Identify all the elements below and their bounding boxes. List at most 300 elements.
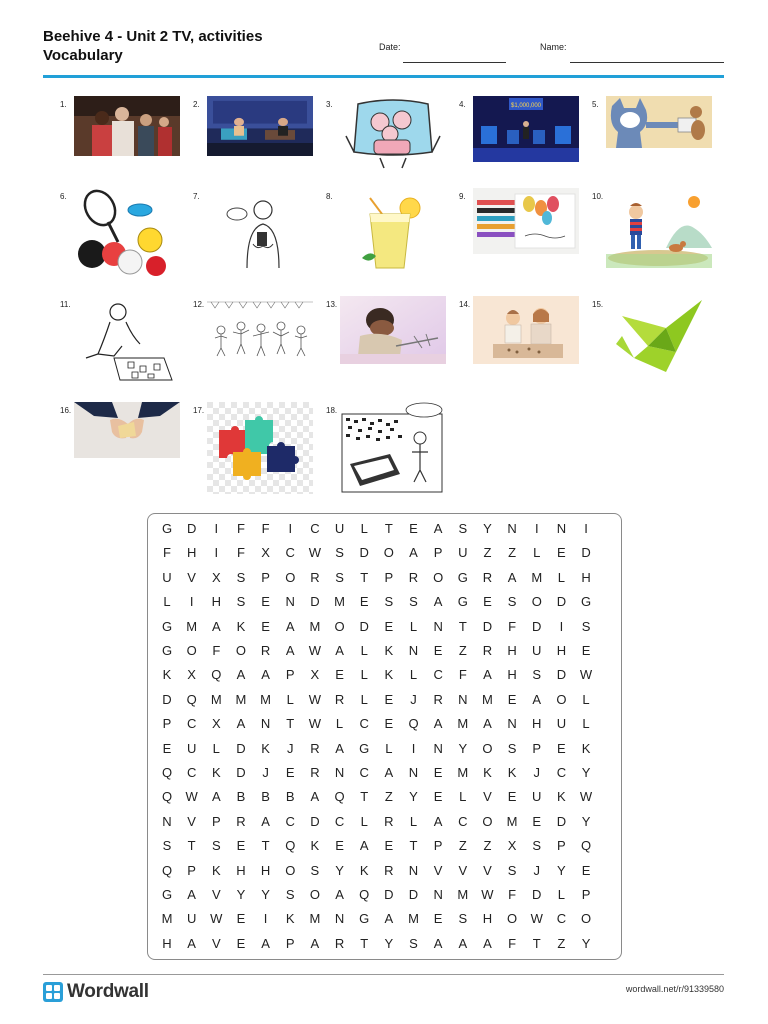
word-search-letter[interactable]: S <box>162 838 172 854</box>
word-search-letter[interactable]: E <box>581 862 591 878</box>
word-search-letter[interactable]: M <box>186 618 198 634</box>
word-search-letter[interactable]: Q <box>161 765 173 780</box>
word-search-letter[interactable]: A <box>507 569 517 585</box>
word-search-letter[interactable]: F <box>508 887 517 902</box>
word-search-letter[interactable]: Q <box>161 789 173 805</box>
word-search-letter[interactable]: C <box>186 716 197 732</box>
word-search-letter[interactable]: X <box>187 667 196 683</box>
word-search-letter[interactable]: K <box>261 740 270 756</box>
word-search-letter[interactable]: A <box>483 716 492 732</box>
word-search-letter[interactable]: E <box>557 545 566 561</box>
word-search-letter[interactable]: T <box>360 935 369 951</box>
word-search-letter[interactable]: L <box>360 667 368 683</box>
word-search-letter[interactable]: K <box>236 618 246 634</box>
word-search-letter[interactable]: V <box>433 862 443 878</box>
word-search-letter[interactable]: V <box>187 569 196 585</box>
word-search-letter[interactable]: S <box>507 862 517 878</box>
word-search-letter[interactable]: L <box>385 740 393 756</box>
word-search-letter[interactable]: E <box>483 594 492 610</box>
word-search-letter[interactable]: N <box>260 716 271 732</box>
word-search-letter[interactable]: M <box>408 911 419 927</box>
word-search-letter[interactable]: E <box>409 521 418 536</box>
word-search-letter[interactable]: P <box>285 935 295 951</box>
word-search-letter[interactable]: U <box>556 716 567 732</box>
word-search-letter[interactable]: H <box>556 643 567 658</box>
word-search-letter[interactable]: A <box>335 887 344 902</box>
word-search-letter[interactable]: D <box>162 691 172 707</box>
word-search-letter[interactable]: C <box>359 716 369 732</box>
word-search-letter[interactable]: R <box>482 569 493 585</box>
word-search-letter[interactable]: K <box>359 862 369 878</box>
word-search-letter[interactable]: H <box>581 569 591 585</box>
word-search-letter[interactable]: S <box>236 594 246 610</box>
word-search-letter[interactable]: H <box>186 545 197 561</box>
word-search-letter[interactable]: Q <box>359 887 370 902</box>
word-search-letter[interactable]: I <box>411 740 416 756</box>
word-search-letter[interactable]: X <box>310 667 320 683</box>
word-search-letter[interactable]: Q <box>408 716 419 732</box>
word-search-letter[interactable]: F <box>236 521 245 536</box>
word-search-letter[interactable]: U <box>334 521 345 536</box>
word-search-letter[interactable]: V <box>187 813 196 829</box>
word-search-letter[interactable]: D <box>359 618 369 634</box>
word-search-letter[interactable]: L <box>557 569 565 585</box>
word-search-letter[interactable]: M <box>482 691 493 707</box>
word-search-letter[interactable]: A <box>409 545 418 561</box>
word-search-letter[interactable]: T <box>409 838 418 854</box>
word-search-letter[interactable]: E <box>433 911 443 927</box>
word-search-letter[interactable]: W <box>308 691 322 707</box>
word-search-letter[interactable]: U <box>186 740 197 756</box>
word-search-letter[interactable]: A <box>433 813 443 829</box>
word-search-letter[interactable]: F <box>508 618 517 634</box>
word-search-letter[interactable]: Y <box>581 935 591 951</box>
word-search-letter[interactable]: D <box>556 667 567 683</box>
word-search-letter[interactable]: T <box>261 838 270 854</box>
word-search-letter[interactable]: S <box>581 618 591 634</box>
word-search-letter[interactable]: A <box>335 740 344 756</box>
word-search-letter[interactable]: K <box>384 643 394 658</box>
word-search-letter[interactable]: Z <box>508 545 517 561</box>
word-search-letter[interactable]: C <box>310 521 320 536</box>
word-search-letter[interactable]: D <box>482 618 493 634</box>
word-search-letter[interactable]: C <box>458 813 468 829</box>
word-search-letter[interactable]: S <box>532 838 542 854</box>
word-search-letter[interactable]: S <box>458 521 468 536</box>
word-search-letter[interactable]: H <box>482 911 493 927</box>
word-search-letter[interactable]: N <box>556 521 567 536</box>
word-search-letter[interactable]: E <box>433 643 443 658</box>
word-search-letter[interactable]: D <box>408 887 419 902</box>
word-search-letter[interactable]: O <box>507 911 518 927</box>
word-search-letter[interactable]: L <box>163 594 171 610</box>
activity-url[interactable]: wordwall.net/r/91339580 <box>625 984 724 994</box>
word-search-letter[interactable]: N <box>433 887 443 902</box>
word-search-letter[interactable]: J <box>533 862 540 878</box>
word-search-letter[interactable]: T <box>286 716 295 732</box>
word-search-letter[interactable]: Z <box>458 838 467 854</box>
word-search-letter[interactable]: E <box>359 594 369 610</box>
word-search-letter[interactable]: F <box>508 935 517 951</box>
word-search-letter[interactable]: G <box>580 594 592 610</box>
word-search-letter[interactable]: M <box>210 691 222 707</box>
word-search-letter[interactable]: T <box>187 838 196 854</box>
word-search-letter[interactable]: K <box>581 740 591 756</box>
word-search-letter[interactable]: H <box>236 862 246 878</box>
word-search-letter[interactable]: A <box>261 935 270 951</box>
word-search-letter[interactable]: H <box>211 594 221 610</box>
word-search-letter[interactable]: C <box>186 765 197 780</box>
word-search-letter[interactable]: N <box>408 765 419 780</box>
word-search-letter[interactable]: R <box>310 569 320 585</box>
word-search-letter[interactable]: Z <box>483 545 492 561</box>
word-search-letter[interactable]: C <box>334 813 345 829</box>
word-search-letter[interactable]: S <box>507 740 517 756</box>
word-search-letter[interactable]: J <box>533 765 540 780</box>
word-search-letter[interactable]: O <box>309 887 320 902</box>
word-search-letter[interactable]: E <box>335 667 344 683</box>
word-search-letter[interactable]: A <box>310 789 320 805</box>
word-search-letter[interactable]: N <box>334 765 345 780</box>
word-search-letter[interactable]: L <box>212 740 220 756</box>
word-search-letter[interactable]: E <box>384 691 394 707</box>
word-search-letter[interactable]: E <box>532 813 542 829</box>
word-search-letter[interactable]: U <box>532 643 542 658</box>
word-search-letter[interactable]: R <box>408 569 419 585</box>
word-search-letter[interactable]: V <box>211 887 221 902</box>
word-search-letter[interactable]: D <box>384 887 394 902</box>
word-search-letter[interactable]: S <box>335 569 344 585</box>
word-search-letter[interactable]: A <box>236 667 246 683</box>
word-search-letter[interactable]: Z <box>458 643 467 658</box>
word-search-letter[interactable]: G <box>359 911 370 927</box>
word-search-letter[interactable]: C <box>285 545 295 561</box>
word-search-letter[interactable]: E <box>507 691 517 707</box>
word-search-letter[interactable]: D <box>186 521 197 536</box>
word-search-letter[interactable]: H <box>162 935 172 951</box>
word-search-letter[interactable]: Z <box>483 838 492 854</box>
word-search-letter[interactable]: N <box>433 618 443 634</box>
word-search-letter[interactable]: D <box>556 813 567 829</box>
word-search-letter[interactable]: D <box>556 594 567 610</box>
word-search-letter[interactable]: P <box>211 813 221 829</box>
word-search-letter[interactable]: O <box>235 643 246 658</box>
word-search-letter[interactable]: I <box>559 618 564 634</box>
word-search-letter[interactable]: F <box>261 521 270 536</box>
word-search-letter[interactable]: M <box>457 765 469 780</box>
word-search-letter[interactable]: R <box>384 862 394 878</box>
word-search-letter[interactable]: S <box>507 594 517 610</box>
word-search-letter[interactable]: S <box>409 594 418 610</box>
word-search-letter[interactable]: S <box>310 862 320 878</box>
word-search-letter[interactable]: Y <box>335 862 344 878</box>
word-search-letter[interactable]: E <box>557 740 566 756</box>
word-search-letter[interactable]: B <box>236 789 246 805</box>
word-search-letter[interactable]: K <box>507 765 517 780</box>
word-search-letter[interactable]: C <box>285 813 295 829</box>
word-search-letter[interactable]: O <box>531 594 542 610</box>
word-search-letter[interactable]: E <box>162 740 172 756</box>
word-search-letter[interactable]: N <box>334 911 345 927</box>
word-search-letter[interactable]: V <box>458 862 468 878</box>
word-search-letter[interactable]: K <box>285 911 295 927</box>
word-search-letter[interactable]: Y <box>409 789 418 805</box>
word-search-letter[interactable]: E <box>236 935 246 951</box>
word-search-letter[interactable]: Y <box>581 813 591 829</box>
word-search-letter[interactable]: O <box>433 569 444 585</box>
word-search-letter[interactable]: E <box>433 789 443 805</box>
word-search-letter[interactable]: D <box>581 545 591 561</box>
word-search-letter[interactable]: P <box>557 838 566 854</box>
word-search-letter[interactable]: A <box>285 643 295 658</box>
word-search-letter[interactable]: T <box>360 569 369 585</box>
word-search-letter[interactable]: Q <box>211 667 222 683</box>
word-search-letter[interactable]: M <box>161 911 173 927</box>
word-search-letter[interactable]: U <box>162 569 172 585</box>
word-search-letter[interactable]: O <box>580 911 592 927</box>
word-search-letter[interactable]: A <box>236 716 246 732</box>
word-search-letter[interactable]: W <box>308 643 322 658</box>
word-search-letter[interactable]: A <box>384 911 394 927</box>
word-search-letter[interactable]: R <box>310 765 320 780</box>
word-search-letter[interactable]: E <box>261 594 270 610</box>
word-search-letter[interactable]: R <box>334 691 345 707</box>
word-search-letter[interactable]: L <box>360 813 368 829</box>
word-search-letter[interactable]: O <box>285 569 296 585</box>
word-search-letter[interactable]: P <box>187 862 196 878</box>
word-search-letter[interactable]: O <box>186 643 197 658</box>
word-search-letter[interactable]: R <box>384 813 394 829</box>
word-search-letter[interactable]: P <box>162 716 172 732</box>
word-search-letter[interactable]: A <box>187 935 196 951</box>
word-search-letter[interactable]: L <box>335 716 344 732</box>
word-search-letter[interactable]: P <box>581 887 591 902</box>
word-search-letter[interactable]: Y <box>581 765 591 780</box>
word-search-letter[interactable]: N <box>458 691 468 707</box>
word-search-letter[interactable]: X <box>211 569 221 585</box>
word-search-letter[interactable]: C <box>359 765 369 780</box>
word-search-letter[interactable]: E <box>236 911 246 927</box>
word-search-letter[interactable]: M <box>334 594 345 610</box>
word-search-letter[interactable]: R <box>260 643 271 658</box>
word-search-letter[interactable]: L <box>409 813 418 829</box>
word-search-letter[interactable]: D <box>310 594 320 610</box>
word-search-letter[interactable]: C <box>556 765 567 780</box>
word-search-letter[interactable]: A <box>433 594 443 610</box>
word-search-letter[interactable]: W <box>308 716 322 732</box>
word-search-letter[interactable]: Y <box>236 887 246 902</box>
word-search-letter[interactable]: Y <box>384 935 394 951</box>
word-search-letter[interactable]: L <box>409 667 418 683</box>
word-search-letter[interactable]: M <box>235 691 247 707</box>
word-search-letter[interactable]: N <box>507 716 517 732</box>
word-search-letter[interactable]: L <box>286 691 294 707</box>
word-search-letter[interactable]: A <box>359 838 369 854</box>
word-search-letter[interactable]: R <box>433 691 443 707</box>
word-search-letter[interactable]: H <box>260 862 271 878</box>
word-search-letter[interactable]: S <box>384 594 394 610</box>
word-search-letter[interactable]: I <box>189 594 194 610</box>
word-search-letter[interactable]: G <box>457 594 468 610</box>
word-search-letter[interactable]: A <box>335 643 344 658</box>
word-search-letter[interactable]: K <box>211 862 221 878</box>
word-search-letter[interactable]: N <box>433 740 443 756</box>
word-search-letter[interactable]: M <box>309 618 321 634</box>
word-search-letter[interactable]: D <box>310 813 320 829</box>
word-search-letter[interactable]: E <box>507 789 517 805</box>
word-search-letter[interactable]: A <box>433 935 443 951</box>
word-search-letter[interactable]: S <box>458 911 468 927</box>
word-search-letter[interactable]: P <box>285 667 295 683</box>
word-search-letter[interactable]: E <box>261 618 270 634</box>
word-search-letter[interactable]: Y <box>557 862 566 878</box>
word-search-letter[interactable]: F <box>236 545 245 561</box>
word-search-letter[interactable]: E <box>335 838 344 854</box>
word-search-letter[interactable]: O <box>556 691 567 707</box>
word-search-letter[interactable]: L <box>582 691 590 707</box>
word-search-letter[interactable]: S <box>285 887 295 902</box>
word-search-letter[interactable]: L <box>533 545 541 561</box>
word-search-letter[interactable]: R <box>236 813 246 829</box>
word-search-letter[interactable]: W <box>210 911 223 927</box>
word-search-letter[interactable]: L <box>360 691 368 707</box>
word-search-letter[interactable]: X <box>507 838 517 854</box>
word-search-letter[interactable]: Q <box>334 789 345 805</box>
word-search-letter[interactable]: S <box>211 838 221 854</box>
word-search-letter[interactable]: L <box>582 716 590 732</box>
word-search-letter[interactable]: A <box>261 667 270 683</box>
word-search-letter[interactable]: P <box>261 569 270 585</box>
word-search-letter[interactable]: N <box>408 862 419 878</box>
word-search-letter[interactable]: A <box>458 935 468 951</box>
word-search-letter[interactable]: O <box>285 862 296 878</box>
word-search-letter[interactable]: L <box>360 521 368 536</box>
word-search-letter[interactable]: D <box>236 740 246 756</box>
word-search-letter[interactable]: A <box>433 521 443 536</box>
word-search-letter[interactable]: E <box>384 838 394 854</box>
word-search-letter[interactable]: A <box>483 935 492 951</box>
word-search-letter[interactable]: R <box>334 935 345 951</box>
word-search-letter[interactable]: T <box>532 935 541 951</box>
word-search-letter[interactable]: K <box>557 789 566 805</box>
word-search-letter[interactable]: W <box>579 789 593 805</box>
word-search-letter[interactable]: J <box>262 765 269 780</box>
word-search-letter[interactable]: Q <box>161 862 173 878</box>
word-search-letter[interactable]: Y <box>261 887 270 902</box>
word-search-letter[interactable]: E <box>581 643 591 658</box>
word-search-letter[interactable]: E <box>285 765 295 780</box>
word-search-letter[interactable]: A <box>384 765 394 780</box>
word-search-letter[interactable]: W <box>185 789 198 805</box>
word-search-letter[interactable]: W <box>481 887 494 902</box>
date-field[interactable] <box>379 37 506 63</box>
word-search-letter[interactable]: U <box>458 545 468 561</box>
word-search-letter[interactable]: G <box>161 643 173 658</box>
word-search-letter[interactable]: O <box>383 545 394 561</box>
word-search-letter[interactable]: L <box>459 789 467 805</box>
word-search-letter[interactable]: I <box>263 911 268 927</box>
word-search-letter[interactable]: A <box>261 813 270 829</box>
word-search-letter[interactable]: E <box>384 618 394 634</box>
word-search-letter[interactable]: W <box>530 911 543 927</box>
word-search-letter[interactable]: L <box>360 643 368 658</box>
word-search-letter[interactable]: P <box>384 569 394 585</box>
word-search-letter[interactable]: S <box>236 569 246 585</box>
word-search-letter[interactable]: U <box>532 789 542 805</box>
word-search-letter[interactable]: P <box>433 545 443 561</box>
word-search-letter[interactable]: A <box>187 887 196 902</box>
word-search-letter[interactable]: H <box>532 716 542 732</box>
word-search-letter[interactable]: I <box>288 521 293 536</box>
word-search-letter[interactable]: S <box>532 667 542 683</box>
word-search-letter[interactable]: E <box>433 765 443 780</box>
word-search-letter[interactable]: Q <box>580 838 592 854</box>
word-search-letter[interactable]: E <box>236 838 246 854</box>
word-search-letter[interactable]: M <box>260 691 272 707</box>
word-search-letter[interactable]: T <box>384 521 393 536</box>
word-search-letter[interactable]: J <box>287 740 294 756</box>
word-search-letter[interactable]: H <box>507 667 517 683</box>
word-search-letter[interactable]: U <box>186 911 197 927</box>
word-search-letter[interactable]: S <box>409 935 418 951</box>
word-search-letter[interactable]: V <box>483 862 492 878</box>
word-search-letter[interactable]: T <box>360 789 369 805</box>
word-search-letter[interactable]: I <box>214 545 219 561</box>
word-search-letter[interactable]: A <box>310 935 320 951</box>
word-search-letter[interactable]: C <box>433 667 443 683</box>
word-search-letter[interactable]: S <box>335 545 344 561</box>
word-search-letter[interactable]: M <box>309 911 321 927</box>
word-search-letter[interactable]: H <box>507 643 517 658</box>
word-search-letter[interactable]: P <box>532 740 542 756</box>
word-search-letter[interactable]: K <box>384 667 394 683</box>
word-search-letter[interactable]: A <box>285 618 295 634</box>
word-search-letter[interactable]: M <box>506 813 518 829</box>
word-search-letter[interactable]: C <box>556 911 567 927</box>
word-search-letter[interactable]: N <box>285 594 295 610</box>
word-search-letter[interactable]: P <box>433 838 443 854</box>
word-search-letter[interactable]: G <box>161 521 173 536</box>
word-search-letter[interactable]: M <box>531 569 543 585</box>
word-search-letter[interactable]: N <box>507 521 517 536</box>
word-search-letter[interactable]: A <box>483 667 492 683</box>
word-search-letter[interactable]: B <box>261 789 270 805</box>
word-search-letter[interactable]: A <box>433 716 443 732</box>
word-search-letter[interactable]: N <box>162 813 172 829</box>
word-search-letter[interactable]: M <box>457 887 469 902</box>
word-search-letter[interactable]: G <box>359 740 370 756</box>
word-search-letter[interactable]: B <box>285 789 295 805</box>
word-search-letter[interactable]: R <box>482 643 493 658</box>
word-search-letter[interactable]: G <box>457 569 468 585</box>
word-search-letter[interactable]: Y <box>483 521 492 536</box>
word-search-letter[interactable]: D <box>532 887 542 902</box>
word-search-letter[interactable]: Q <box>186 691 197 707</box>
word-search-letter[interactable]: Y <box>458 740 468 756</box>
word-search-letter[interactable]: D <box>532 618 542 634</box>
word-search-letter[interactable]: K <box>483 765 492 780</box>
word-search-letter[interactable]: F <box>212 643 221 658</box>
word-search-letter[interactable]: O <box>482 740 493 756</box>
word-search-letter[interactable]: A <box>211 618 221 634</box>
word-search-letter[interactable]: I <box>584 521 588 536</box>
word-search-letter[interactable]: O <box>334 618 345 634</box>
word-search-letter[interactable]: Z <box>557 935 566 951</box>
word-search-letter[interactable]: V <box>483 789 492 805</box>
word-search-letter[interactable]: W <box>308 545 322 561</box>
word-search-letter[interactable]: Q <box>285 838 296 854</box>
word-search-letter[interactable]: I <box>214 521 219 536</box>
